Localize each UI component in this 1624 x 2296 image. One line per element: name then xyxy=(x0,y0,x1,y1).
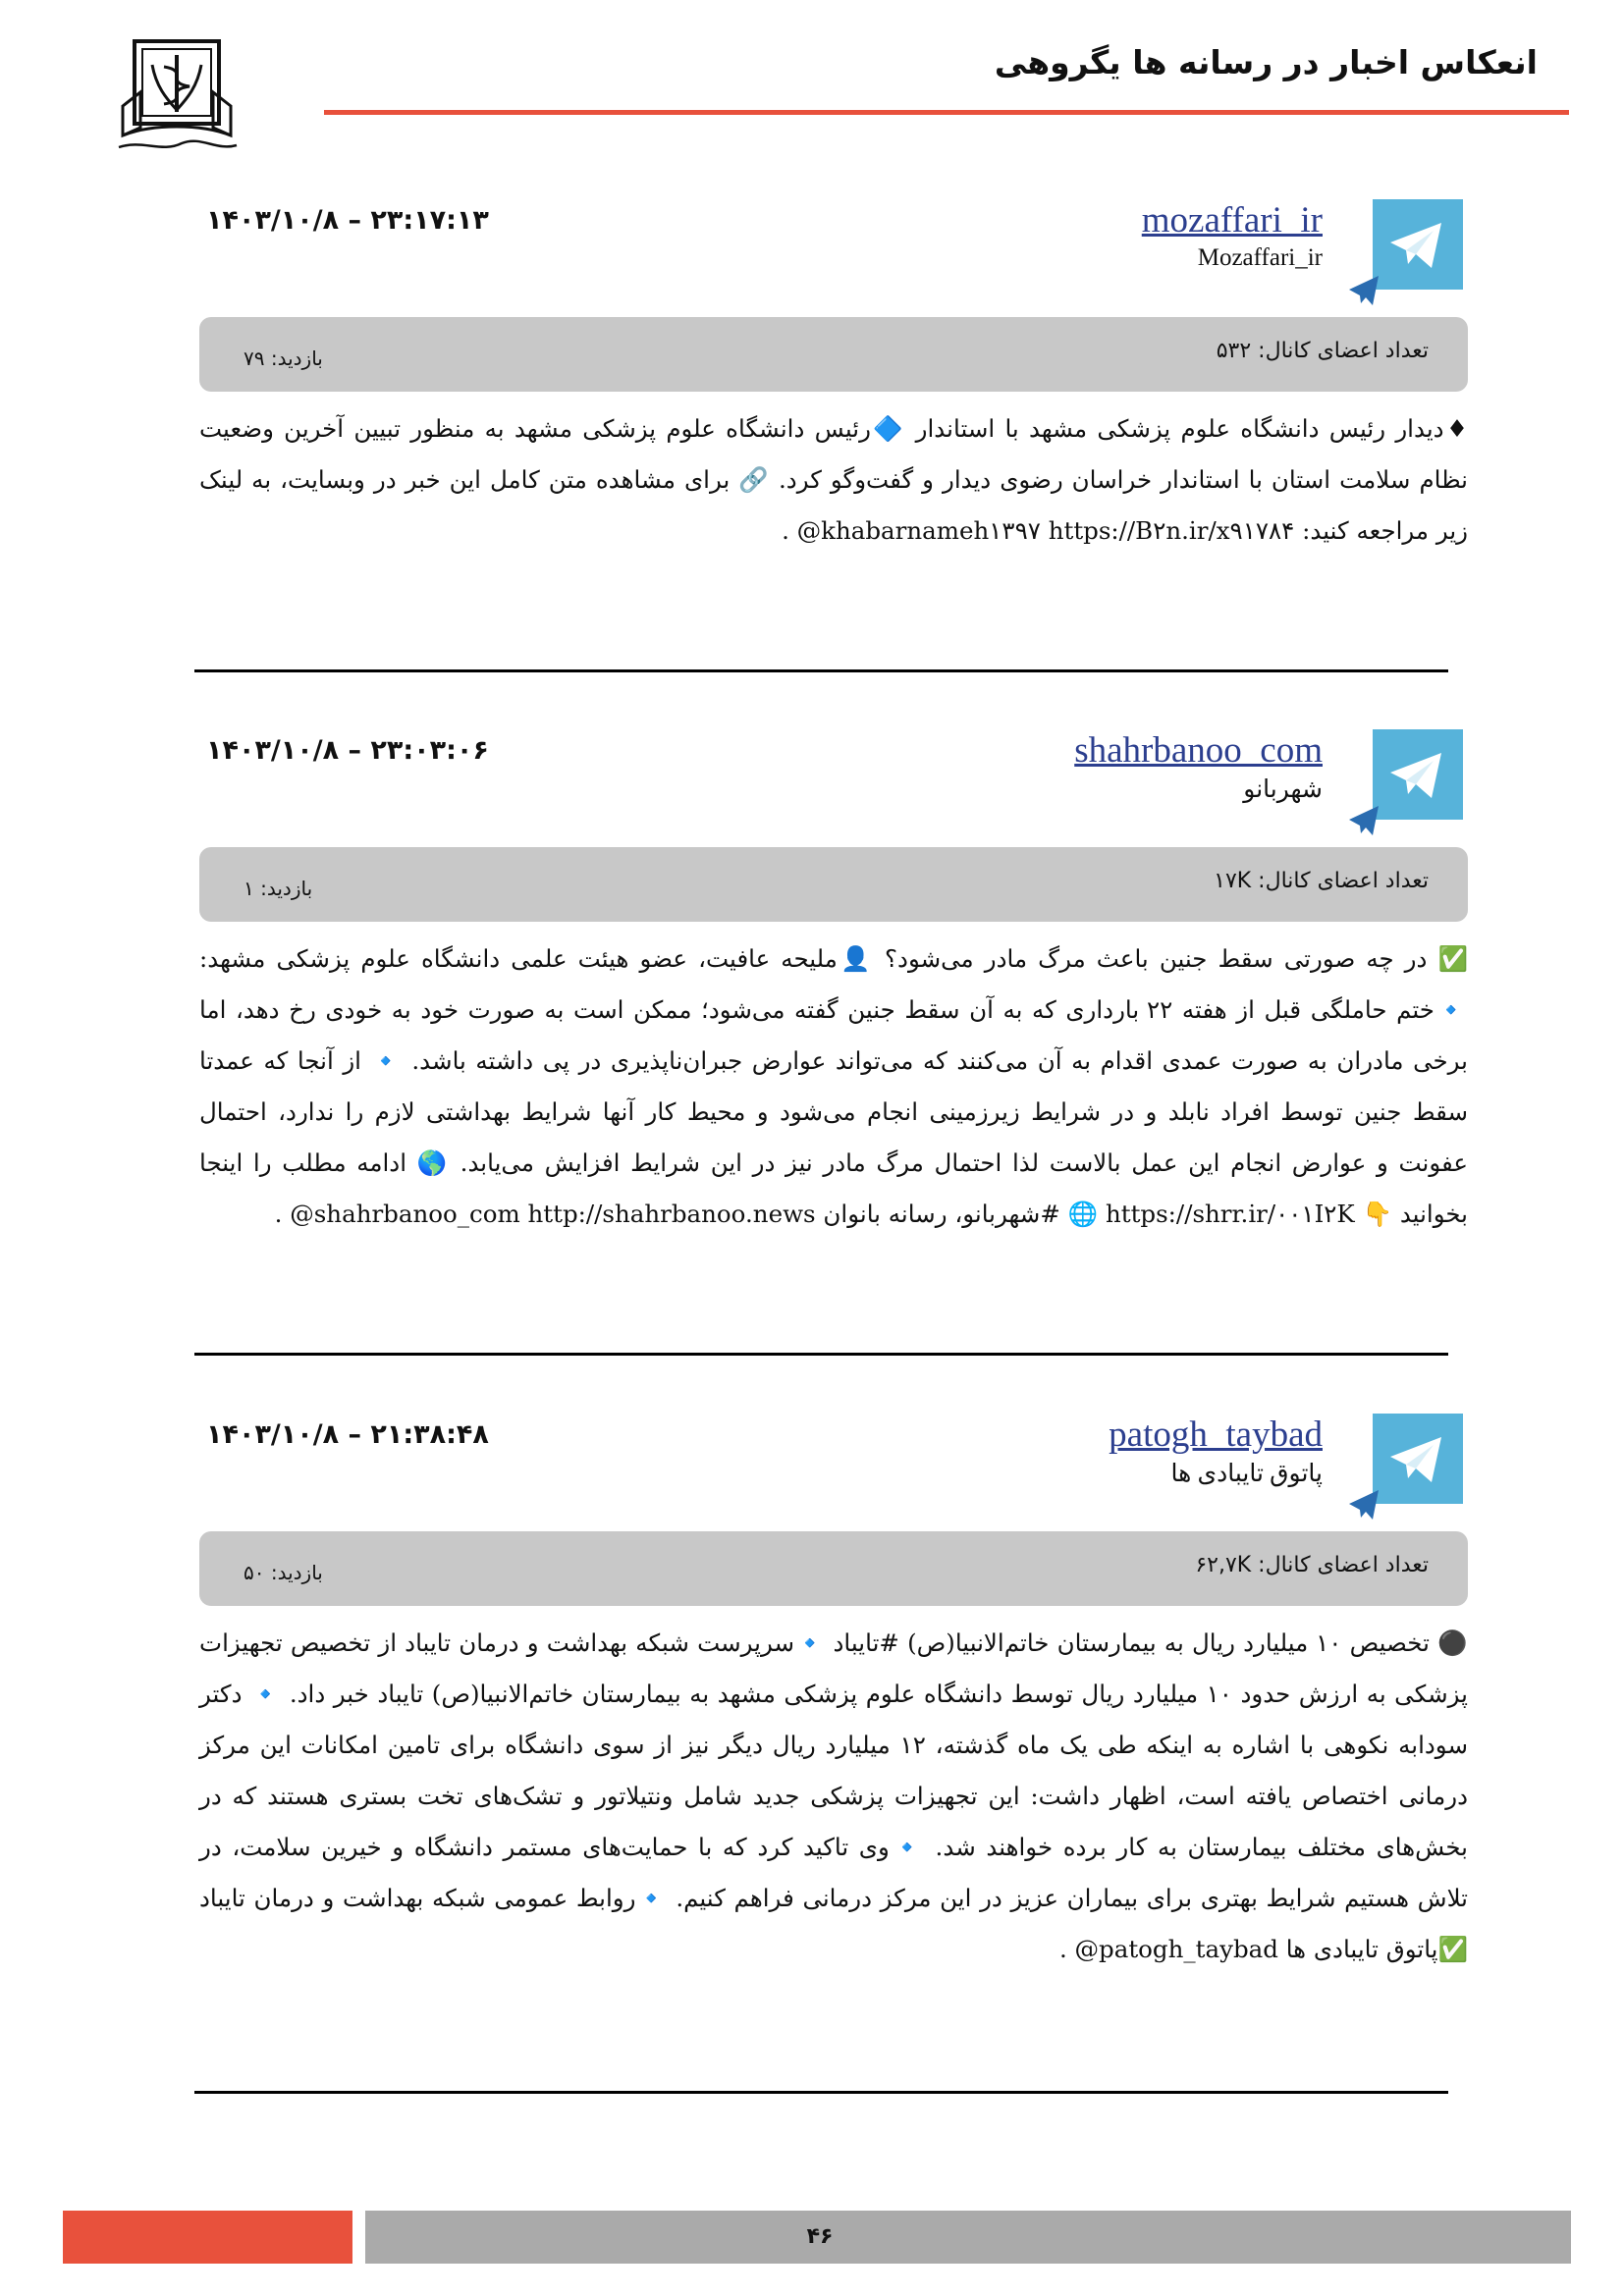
post-body: ⚫ تخصیص ۱۰ میلیارد ریال به بیمارستان خاتم‌الانبیا(ص) #تایباد 🔹سرپرست شبکه بهداشت و درمان تایباد از تخصیص تجهیزات پزشکی به ارزش حدود ۱۰ میلیارد ریال توسط دانشگاه علوم پزشکی مشهد به بیمارستان خاتم‌الانبیا(ص) تایباد خبر داد. 🔹 دکتر سودابه نکوهی با اشاره به اینکه طی یک ماه گذشته، ۱۲ میلیارد ریال دیگر نیز از سوی دانشگاه برای تامین امکانات این مرکز درمانی اختصاص یافته است، اظهار داشت: این تجهیزات پزشکی جدید شامل ونتیلاتور و تشک‌های تخت بستری هستند که در بخش‌های مختلف بیمارستان به کار برده خواهند شد. 🔹وی تاکید کرد که با حمایت‌های مستمر دانشگاه و خیرین سلامت، در تلاش هستیم شرایط بهتری برای بیماران عزیز در این مرکز درمانی فراهم کنیم. 🔹روابط عمومی شبکه بهداشت و درمان تایباد ✅پاتوق تایبادی ها ‎@patogh_taybad . xyxy=(199,1629,1469,1963)
post-separator xyxy=(194,2091,1448,2094)
post-views: بازدید: ۱ xyxy=(244,877,313,900)
university-logo xyxy=(113,37,241,163)
header-accent-line xyxy=(324,110,1569,115)
post-views: بازدید: ۷۹ xyxy=(244,347,323,370)
footer-bar xyxy=(365,2211,1571,2264)
post-separator xyxy=(194,669,1448,672)
channel-link[interactable]: patogh_taybad xyxy=(1109,1415,1323,1455)
post-body: ♦دیدار رئیس دانشگاه علوم پزشکی مشهد با استاندار 🔷رئیس دانشگاه علوم پزشکی مشهد به منظور تبیین آخرین وضعیت نظام سلامت استان با استاندار خراسان رضوی دیدار و گفت‌وگو کرد. 🔗 برای مشاهده متن کامل این خبر در وبسایت، به لینک زیر مراجعه کنید: ‎@khabarnameh۱۳۹۷ https://B۲n.ir/x۹۱۷۸۴ . xyxy=(199,414,1468,545)
channel-members: تعداد اعضای کانال: ۶۲,۷K xyxy=(1195,1553,1429,1577)
telegram-icon xyxy=(1373,199,1463,290)
telegram-post xyxy=(0,1414,1624,2120)
post-stats-bar xyxy=(199,847,1468,922)
page-header-title: انعکاس اخبار در رسانه ها یگروهی xyxy=(994,43,1538,81)
post-separator xyxy=(194,1353,1448,1356)
post-datetime: ۱۴۰۳/۱۰/۸ – ۲۳:۱۷:۱۳ xyxy=(206,205,489,236)
post-views: بازدید: ۵۰ xyxy=(244,1561,323,1584)
post-stats-bar xyxy=(199,1531,1468,1606)
telegram-icon xyxy=(1373,1414,1463,1504)
post-stats-bar xyxy=(199,317,1468,392)
telegram-icon xyxy=(1373,729,1463,820)
channel-link[interactable]: mozaffari_ir xyxy=(1141,200,1323,240)
channel-name: پاتوق تایبادی ها xyxy=(1170,1461,1323,1487)
channel-members: تعداد اعضای کانال: ۵۳۲ xyxy=(1216,339,1429,363)
post-body: ✅ در چه صورتی سقط جنین باعث مرگ مادر می‌شود؟ 👤ملیحه عافیت، عضو هیئت علمی دانشگاه علوم پزشکی مشهد: 🔹ختم حاملگی قبل از هفته ۲۲ بارداری که به آن سقط جنین گفته می‌شود؛ ممکن است به صورت خود به خودی رخ دهد، اما برخی مادران به صورت عمدی اقدام به آن می‌کنند که می‌تواند عوارض جبران‌ناپذیری در پی داشته باشد. 🔹 از آنجا که عمدتا سقط جنین توسط افراد نابلد و در شرایط زیرزمینی انجام می‌شود و محیط کار آنها شرایط بهداشتی لازم را ندارد، احتمال عفونت و عوارض انجام این عمل بالاست لذا احتمال مرگ مادر نیز در این شرایط افزایش می‌یابد. 🌎 ادامه مطلب را اینجا بخوانید 👇 https://shrr.ir/۰۰۱I۲K 🌐 #شهربانو، رسانه بانوان ‎@shahrbanoo_com http://shahrbanoo.news . xyxy=(199,944,1468,1228)
channel-link[interactable]: shahrbanoo_com xyxy=(1074,730,1323,771)
channel-name: شهربانو xyxy=(1243,776,1323,803)
channel-name: Mozaffari_ir xyxy=(1197,244,1323,271)
post-datetime: ۱۴۰۳/۱۰/۸ – ۲۳:۰۳:۰۶ xyxy=(206,735,489,766)
page-number: ۴۶ xyxy=(806,2224,834,2249)
telegram-post xyxy=(0,729,1624,1436)
post-datetime: ۱۴۰۳/۱۰/۸ – ۲۱:۳۸:۴۸ xyxy=(206,1419,489,1450)
footer-accent-bar xyxy=(63,2211,352,2264)
channel-members: تعداد اعضای کانال: ۱۷K xyxy=(1214,869,1429,893)
